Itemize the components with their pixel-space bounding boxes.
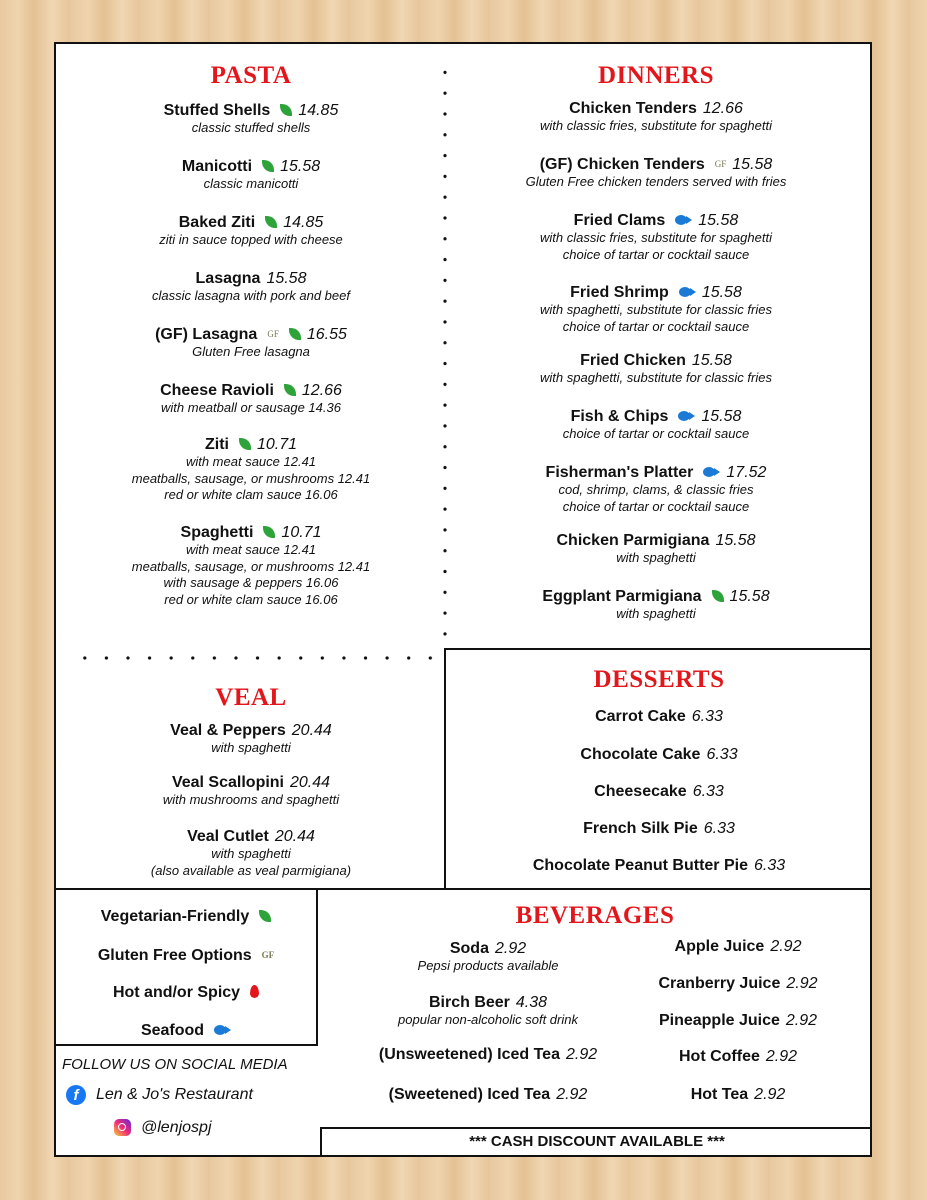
item-price: 2.92	[770, 938, 802, 955]
item-name: Hot Coffee	[678, 1048, 760, 1065]
item-description: cod, shrimp, clams, & classic fries	[558, 482, 754, 497]
item-price: 2.92	[494, 940, 527, 957]
item-description: Pepsi products available	[417, 958, 559, 973]
item-price: 2.92	[556, 1086, 588, 1103]
pasta-item	[66, 158, 436, 193]
item-name: Pineapple Juice	[658, 1012, 780, 1029]
item-name: Fried Chicken	[580, 352, 686, 369]
item-name: Stuffed Shells	[163, 102, 271, 119]
item-description: with meatball or sausage 14.36	[161, 400, 341, 415]
item-description: classic manicotti	[203, 176, 299, 191]
pasta-item	[66, 524, 436, 608]
item-description: with classic fries, substitute for spaghetti	[540, 230, 772, 245]
legend-list	[56, 890, 316, 1052]
pasta-section	[66, 62, 436, 607]
beverage-item	[628, 938, 848, 956]
item-price: 15.58	[715, 532, 756, 549]
dinners-item	[456, 100, 856, 135]
item-name: (GF) Lasagna	[155, 326, 258, 343]
pasta-item	[66, 102, 436, 137]
item-description: classic lasagna with pork and beef	[151, 288, 350, 303]
legend-item	[56, 938, 316, 976]
dinners-item	[456, 408, 856, 443]
item-description: with classic fries, substitute for spaghetti	[540, 118, 772, 133]
item-price: 10.71	[256, 436, 298, 453]
dinners-section	[456, 62, 856, 621]
facebook-row[interactable]	[56, 1073, 318, 1105]
item-price: 2.92	[765, 1048, 798, 1065]
item-name: Fried Clams	[573, 212, 666, 229]
instagram-row[interactable]	[56, 1105, 318, 1137]
facebook-name: Len & Jo's Restaurant	[96, 1086, 253, 1104]
item-description: with spaghetti, substitute for classic fries	[540, 302, 772, 317]
dinners-item	[456, 156, 856, 191]
dessert-item	[446, 783, 872, 801]
item-description: choice of tartar or cocktail sauce	[562, 426, 750, 441]
facebook-icon: f	[66, 1085, 86, 1105]
item-price: 4.38	[515, 994, 548, 1011]
item-price: 6.33	[691, 708, 723, 725]
legend-item	[56, 1014, 316, 1052]
item-price: 12.66	[702, 100, 743, 117]
beverage-item	[628, 975, 848, 993]
item-name: Fisherman's Platter	[545, 464, 694, 481]
dinners-item	[456, 352, 856, 387]
item-name: Lasagna	[195, 270, 261, 287]
veal-title: VEAL	[215, 684, 287, 711]
item-description: Gluten Free lasagna	[192, 344, 310, 359]
item-price: 15.58	[701, 284, 742, 301]
instagram-icon	[114, 1119, 131, 1136]
dinners-item	[456, 284, 856, 335]
gf-icon: GF	[714, 159, 727, 169]
item-name: Veal Scallopini	[171, 774, 284, 791]
item-description: with spaghetti	[211, 740, 291, 755]
fish-icon	[679, 287, 696, 297]
item-name: Cranberry Juice	[658, 975, 781, 992]
leaf-icon	[259, 910, 271, 922]
item-price: 17.52	[726, 464, 767, 481]
veal-item	[66, 774, 436, 809]
legend-item	[56, 900, 316, 938]
pasta-item	[66, 270, 436, 305]
column-divider	[443, 62, 447, 644]
fish-icon	[678, 411, 695, 421]
item-price: 16.55	[306, 326, 347, 343]
menu-sheet	[54, 42, 872, 1157]
item-price: 14.85	[283, 214, 324, 231]
item-name: Soda	[449, 940, 489, 957]
item-name: Cheesecake	[594, 783, 687, 800]
leaf-icon	[712, 590, 724, 602]
item-name: Chicken Tenders	[569, 100, 697, 117]
item-price: 15.58	[691, 352, 732, 369]
item-description: with sausage & peppers 16.06	[163, 575, 339, 590]
item-name: Cheese Ravioli	[160, 382, 274, 399]
item-name: French Silk Pie	[583, 820, 698, 837]
legend-item	[56, 976, 316, 1014]
item-price: 15.58	[266, 270, 307, 287]
item-price: 20.44	[291, 722, 332, 739]
item-price: 2.92	[786, 975, 818, 992]
leaf-icon	[289, 328, 301, 340]
item-description: ziti in sauce topped with cheese	[159, 232, 343, 247]
item-description: popular non-alcoholic soft drink	[398, 1012, 578, 1027]
item-price: 20.44	[274, 828, 315, 845]
item-price: 10.71	[281, 524, 322, 541]
leaf-icon	[239, 438, 251, 450]
flame-icon	[250, 985, 259, 998]
item-price: 2.92	[565, 1046, 598, 1063]
item-price: 6.33	[706, 746, 738, 763]
pasta-item	[66, 382, 436, 417]
pasta-item	[66, 326, 436, 361]
item-name: Manicotti	[181, 158, 253, 175]
beverage-item	[628, 1012, 848, 1030]
item-name: Apple Juice	[674, 938, 765, 955]
fish-icon	[675, 215, 692, 225]
dinners-title: DINNERS	[597, 62, 715, 89]
leaf-icon	[265, 216, 277, 228]
fish-icon	[703, 467, 720, 477]
dinners-item	[456, 212, 856, 263]
item-name: (Sweetened) Iced Tea	[388, 1086, 551, 1103]
item-price: 15.58	[280, 158, 321, 175]
dinners-item	[456, 588, 856, 623]
pasta-item	[66, 436, 436, 504]
item-price: 20.44	[290, 774, 331, 791]
cash-discount-banner: *** CASH DISCOUNT AVAILABLE ***	[320, 1127, 872, 1157]
veal-section	[66, 684, 436, 878]
dessert-item	[446, 708, 872, 726]
item-name: Spaghetti	[180, 524, 254, 541]
item-description: meatballs, sausage, or mushrooms 12.41	[131, 558, 371, 574]
item-name: Baked Ziti	[178, 214, 256, 231]
beverage-item	[338, 1046, 638, 1064]
item-price: 12.66	[301, 382, 342, 399]
item-description: meatballs, sausage, or mushrooms 12.41	[131, 470, 371, 486]
dinners-item	[456, 464, 856, 515]
item-price: 2.92	[785, 1012, 818, 1029]
item-description: choice of tartar or cocktail sauce	[562, 318, 750, 334]
beverage-item	[338, 940, 638, 975]
item-description: with spaghetti	[211, 846, 291, 861]
dinners-item	[456, 532, 856, 567]
fish-icon	[214, 1025, 231, 1035]
item-name: Eggplant Parmigiana	[542, 588, 702, 605]
item-price: 6.33	[754, 857, 786, 874]
pasta-item	[66, 214, 436, 249]
item-name: Fish & Chips	[570, 408, 669, 425]
legend-label: Vegetarian-Friendly	[100, 908, 250, 925]
gf-icon: GF	[261, 950, 275, 960]
social-section	[56, 1048, 318, 1156]
item-price: 6.33	[692, 783, 724, 800]
pasta-veal-divider	[74, 656, 436, 660]
item-description: with meat sauce 12.41	[185, 454, 317, 469]
item-name: Hot Tea	[690, 1086, 749, 1103]
dessert-item	[446, 857, 872, 875]
item-name: Chicken Parmigiana	[556, 532, 710, 549]
item-description: choice of tartar or cocktail sauce	[562, 498, 750, 514]
beverage-item	[628, 1048, 848, 1066]
beverage-item	[628, 1086, 848, 1104]
social-title: FOLLOW US ON SOCIAL MEDIA	[62, 1056, 288, 1073]
item-price: 15.58	[729, 588, 770, 605]
item-description: (also available as veal parmigiana)	[150, 862, 352, 878]
item-description: Gluten Free chicken tenders served with fries	[525, 174, 787, 189]
leaf-icon	[280, 104, 292, 116]
item-price: 6.33	[703, 820, 735, 837]
item-name: Ziti	[204, 436, 229, 453]
veal-item	[66, 722, 436, 757]
item-name: Veal & Peppers	[170, 722, 286, 739]
item-description: choice of tartar or cocktail sauce	[562, 246, 750, 262]
dessert-item	[446, 820, 872, 838]
beverages-title: BEVERAGES	[515, 902, 675, 929]
beverage-item	[338, 994, 638, 1029]
beverage-item	[338, 1086, 638, 1104]
leaf-icon	[284, 384, 296, 396]
item-description: with spaghetti, substitute for classic fries	[540, 370, 772, 385]
item-name: (Unsweetened) Iced Tea	[378, 1046, 560, 1063]
legend-label: Hot and/or Spicy	[112, 984, 241, 1001]
item-price: 2.92	[754, 1086, 786, 1103]
instagram-handle: @lenjospj	[141, 1119, 212, 1136]
veal-item	[66, 828, 436, 879]
legend-label: Seafood	[140, 1022, 205, 1039]
desserts-title: DESSERTS	[593, 666, 725, 693]
item-price: 15.58	[701, 408, 742, 425]
item-name: Chocolate Peanut Butter Pie	[532, 857, 748, 874]
pasta-title: PASTA	[210, 62, 292, 89]
dessert-item	[446, 746, 872, 764]
legend-section	[56, 888, 318, 1046]
item-description: with spaghetti	[616, 550, 696, 565]
gf-icon: GF	[267, 329, 279, 339]
item-name: Carrot Cake	[595, 708, 686, 725]
item-description: classic stuffed shells	[191, 120, 311, 135]
item-description: red or white clam sauce 16.06	[164, 487, 338, 502]
item-name: Birch Beer	[428, 994, 510, 1011]
item-name: Fried Shrimp	[570, 284, 669, 301]
item-price: 14.85	[298, 102, 339, 119]
item-description: with spaghetti	[616, 606, 696, 621]
leaf-icon	[262, 160, 274, 172]
leaf-icon	[263, 526, 275, 538]
item-description: with meat sauce 12.41	[185, 542, 317, 557]
item-description: red or white clam sauce 16.06	[164, 591, 338, 607]
item-name: (GF) Chicken Tenders	[539, 156, 705, 173]
item-price: 15.58	[698, 212, 739, 229]
desserts-section	[444, 648, 872, 890]
item-price: 15.58	[732, 156, 773, 173]
item-description: with mushrooms and spaghetti	[162, 792, 340, 807]
beverages-section	[318, 888, 872, 1128]
legend-label: Gluten Free Options	[97, 947, 252, 964]
item-name: Chocolate Cake	[580, 746, 701, 763]
item-name: Veal Cutlet	[187, 828, 269, 845]
